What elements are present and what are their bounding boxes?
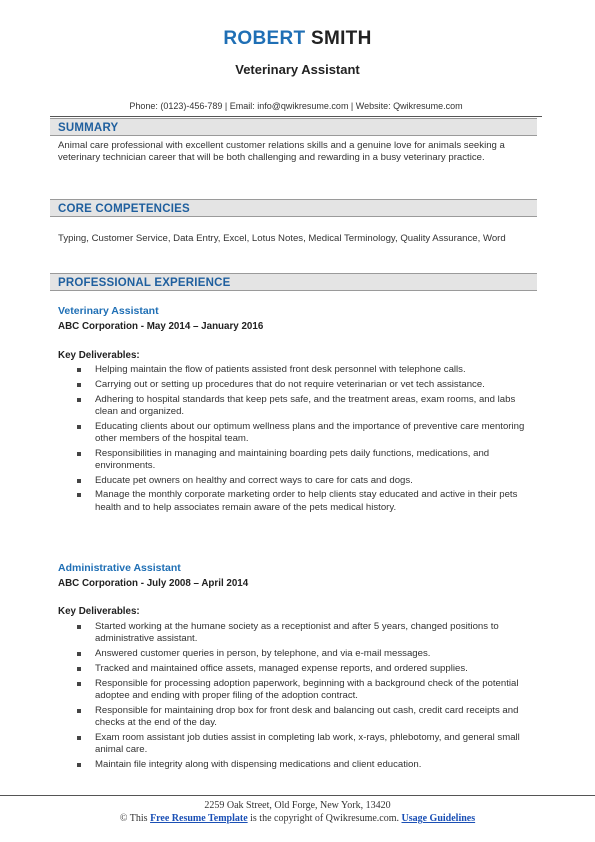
summary-text: Animal care professional with excellent customer relations skills and a genuine love for animals seeking a veterinary technician career that will be both challenging and rewarding in a busy veterinary practice.: [58, 140, 505, 164]
bullet-icon: [77, 493, 81, 497]
job-2-title: Administrative Assistant: [58, 562, 181, 574]
list-item: Responsible for maintaining drop box for front desk and balancing out cash, credit card receipts and checks at the end of the day.: [58, 705, 536, 729]
usage-guidelines-link[interactable]: Usage Guidelines: [401, 813, 476, 824]
list-item: Tracked and maintained office assets, managed expense reports, and ordered supplies.: [58, 663, 536, 675]
bullet-icon: [77, 652, 81, 656]
candidate-name: [0, 28, 595, 50]
bullet-icon: [77, 398, 81, 402]
list-item: Answered customer queries in person, by telephone, and via e-mail messages.: [58, 648, 536, 660]
bullet-icon: [77, 736, 81, 740]
bullet-icon: [77, 368, 81, 372]
list-item: Adhering to hospital standards that keep pets safe, and the treatment areas, exam rooms, and labs clean and organized.: [58, 394, 536, 418]
candidate-title: Veterinary Assistant: [235, 62, 360, 77]
job-1-deliverables-label: Key Deliverables:: [58, 350, 140, 361]
job-2-bullets: [58, 621, 536, 773]
job-1-title: Veterinary Assistant: [58, 305, 159, 317]
bullet-icon: [77, 625, 81, 629]
job-1-company: ABC Corporation - May 2014 – January 2016: [58, 321, 264, 332]
summary-heading: SUMMARY: [50, 118, 537, 136]
bullet-icon: [77, 667, 81, 671]
list-item: Manage the monthly corporate marketing order to help clients stay educated and active in their pets health and to help associates remain aware of the pets medical history.: [58, 489, 536, 513]
competencies-text: Typing, Customer Service, Data Entry, Excel, Lotus Notes, Medical Terminology, Quality Assurance, Word: [58, 233, 506, 244]
last-name: SMITH: [311, 28, 372, 49]
list-item: Educate pet owners on healthy and correct ways to care for cats and dogs.: [58, 475, 536, 487]
bullet-icon: [77, 452, 81, 456]
job-2-company: ABC Corporation - July 2008 – April 2014: [58, 578, 249, 589]
first-name: ROBERT: [223, 28, 306, 49]
list-item: Exam room assistant job duties assist in completing lab work, x-rays, phlebotomy, and general small animal care.: [58, 732, 536, 756]
footer-copyright: [0, 813, 595, 825]
bullet-icon: [77, 479, 81, 483]
bullet-icon: [77, 763, 81, 767]
bullet-icon: [77, 425, 81, 429]
competencies-heading: CORE COMPETENCIES: [50, 199, 537, 217]
free-resume-template-link[interactable]: Free Resume Template: [150, 813, 248, 824]
list-item: Helping maintain the flow of patients assisted front desk personnel with telephone calls.: [58, 364, 536, 376]
experience-heading: PROFESSIONAL EXPERIENCE: [50, 273, 537, 291]
job-1-bullets: [58, 364, 536, 516]
footer-divider: [0, 795, 595, 796]
bullet-icon: [77, 682, 81, 686]
list-item: Started working at the humane society as a receptionist and after 5 years, changed positions to administrative assistant.: [58, 621, 536, 645]
list-item: Maintain file integrity along with dispensing medications and client education.: [58, 759, 536, 771]
list-item: Educating clients about our optimum wellness plans and the importance of preventive care mentoring other members of the hospital team.: [58, 421, 536, 445]
list-item: Carrying out or setting up procedures that do not require veterinarian or vet tech assistance.: [58, 379, 536, 391]
list-item: Responsibilities in managing and maintaining boarding pets daily functions, medications, and environments.: [58, 448, 536, 472]
copyright-middle: is the copyright of Qwikresume.com.: [247, 813, 402, 824]
copyright-prefix: © This: [119, 813, 151, 824]
list-item: Responsible for processing adoption paperwork, beginning with a background check of the potential adoptee and ending with proper filing of the adoption contract.: [58, 678, 536, 702]
footer-address: 2259 Oak Street, Old Forge, New York, 13420: [204, 800, 391, 811]
bullet-icon: [77, 709, 81, 713]
bullet-icon: [77, 383, 81, 387]
contact-line: Phone: (0123)-456-789 | Email: info@qwikresume.com | Website: Qwikresume.com: [50, 100, 542, 117]
job-2-deliverables-label: Key Deliverables:: [58, 606, 140, 617]
